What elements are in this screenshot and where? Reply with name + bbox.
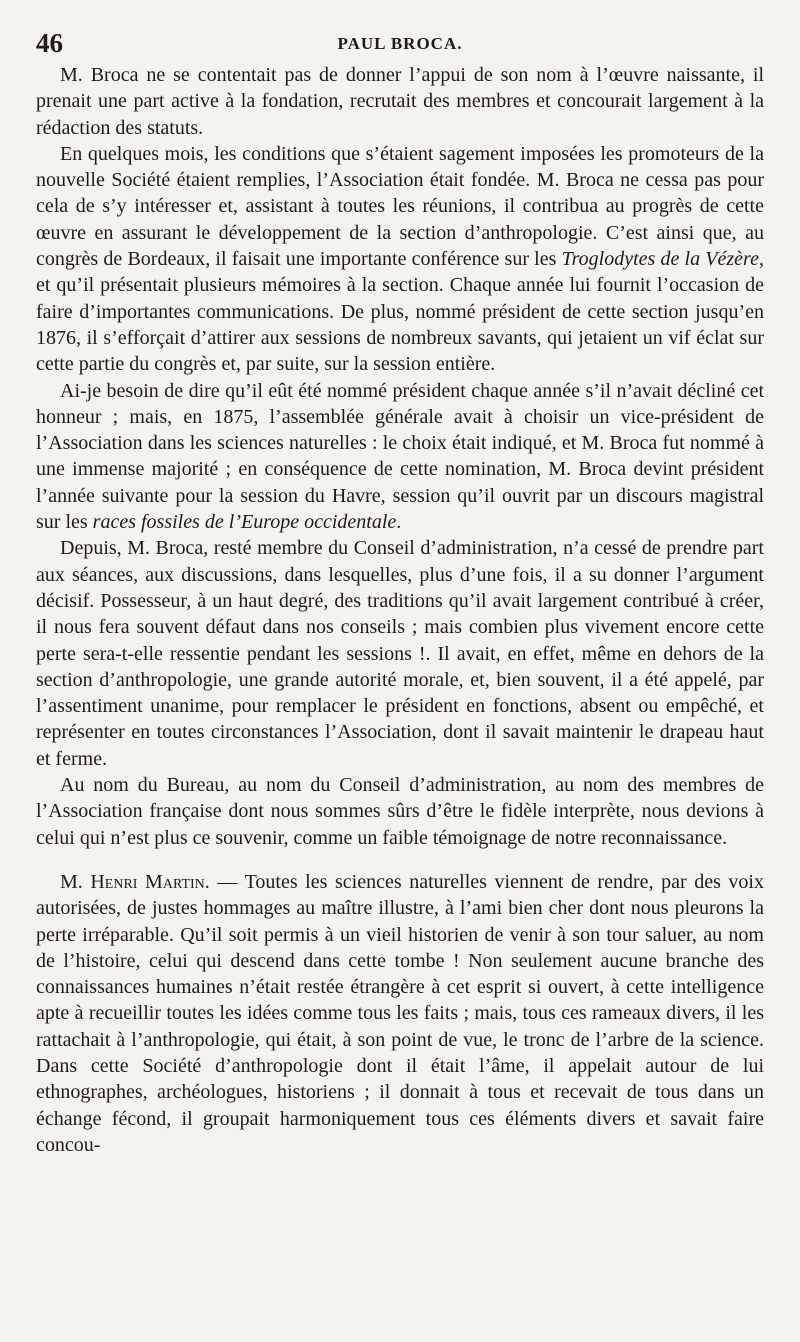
running-head: PAUL BROCA. <box>337 34 463 53</box>
paragraph-2-text-b: , et qu’il présentait plusieurs mémoires à la section. Chaque année lui fournit l’occasion de faire d’importantes communications. De plus, nommé président de cette section jusqu’en 1876, il s’efforçait d’attirer aux sessions de nombreux savants, qui jetaient un vif éclat sur cette partie du congrès et, par suite, sur la session entière. <box>36 248 764 376</box>
paragraph-6-text: — Toutes les sciences naturelles viennent de rendre, par des voix autorisées, de justes hommages au maître illustre, à l’ami bien cher dont nous pleurons la perte irréparable. Qu’il soit permis à un vieil historien de venir à son tour saluer, au nom de l’histoire, celui qui descend dans cette tombe ! Non seulement aucune branche des connaissances humaines n’était restée étrangère à cet esprit si ouvert, à cette intelligence apte à recueillir toutes les idées comme tous les faits ; mais, tous ces rameaux divers, il les rattachait à l’anthropologie, qui était, à son point de vue, le tronc de l’arbre de la science. Dans cette Société d’anthropologie dont il était l’âme, il appelait autour de lui ethnographes, archéologues, historiens ; il donnait à tous et recevait de tous dans un échange fécond, il groupait harmoniquement tous ces éléments divers et savait faire concou- <box>36 870 764 1156</box>
paragraph-3-text-b: . <box>396 511 402 534</box>
paragraph-1: M. Broca ne se contentait pas de donner l’appui de son nom à l’œuvre naissante, il prenait une part active à la fondation, recrutait des membres et concourait largement à la rédaction des statuts. <box>36 64 764 139</box>
page-header <box>36 28 764 58</box>
paragraph-2-text-a: En quelques mois, les conditions que s’étaient sagement imposées les promoteurs de la nouvelle Société étaient remplies, l’Association était fondée. M. Broca ne cessa pas pour cela de s’y intéresser et, assistant à toutes les réunions, il contribua au progrès de cette œuvre en assurant le développement de la section d’anthropologie. C’est ainsi que, au congrès de Bordeaux, il faisait une importante conférence sur les <box>36 142 764 271</box>
speaker-name: M. Henri Martin. <box>60 870 210 893</box>
paragraph-4: Depuis, M. Broca, resté membre du Conseil d’administration, n’a cessé de prendre part aux séances, aux discussions, dans lesquelles, plus d’une fois, il a su donner l’argument décisif. Possesseur, à un haut degré, des traditions qu’il avait largement contribué à créer, il nous fera souvent défaut dans nos conseils ; mais combien plus vivement encore cette perte sera-t-elle ressentie pendant les sessions !. Il avait, en effet, même en dehors de la section d’anthropologie, une grande autorité morale, et, bien souvent, il a été appelé, par l’assentiment unanime, pour remplacer le président en fonctions, absent ou empêché, et représenter en toutes circonstances l’Association, dont il savait maintenir le drapeau haut et ferme. <box>36 537 764 770</box>
page-number: 46 <box>36 28 63 58</box>
paragraph-2-italic: Troglodytes de la Vézère <box>561 248 759 271</box>
paragraph-3-italic: races fossiles de l’Europe occidentale <box>92 511 397 534</box>
paragraph-3-text-a: Ai-je besoin de dire qu’il eût été nommé président chaque année s’il n’avait décliné cet honneur ; mais, en 1875, l’assemblée générale avait à choisir un vice-président de l’Association dans les sciences naturelles : le choix était indiqué, et M. Broca fut nommé à une immense majorité ; en conséquence de cette nomination, M. Broca devint président l’année suivante pour la session du Havre, session qu’il ouvrit par un discours magistral sur les <box>36 379 764 534</box>
body-text <box>36 62 764 1158</box>
paragraph-5: Au nom du Bureau, au nom du Conseil d’administration, au nom des membres de l’Association française dont nous sommes sûrs d’être le fidèle interprète, nous devions à celui qui n’est plus ce souvenir, comme un faible témoignage de notre reconnaissance. <box>36 774 764 849</box>
paragraph-2 <box>36 141 764 378</box>
paragraph-3 <box>36 378 764 536</box>
paragraph-6 <box>36 869 764 1158</box>
